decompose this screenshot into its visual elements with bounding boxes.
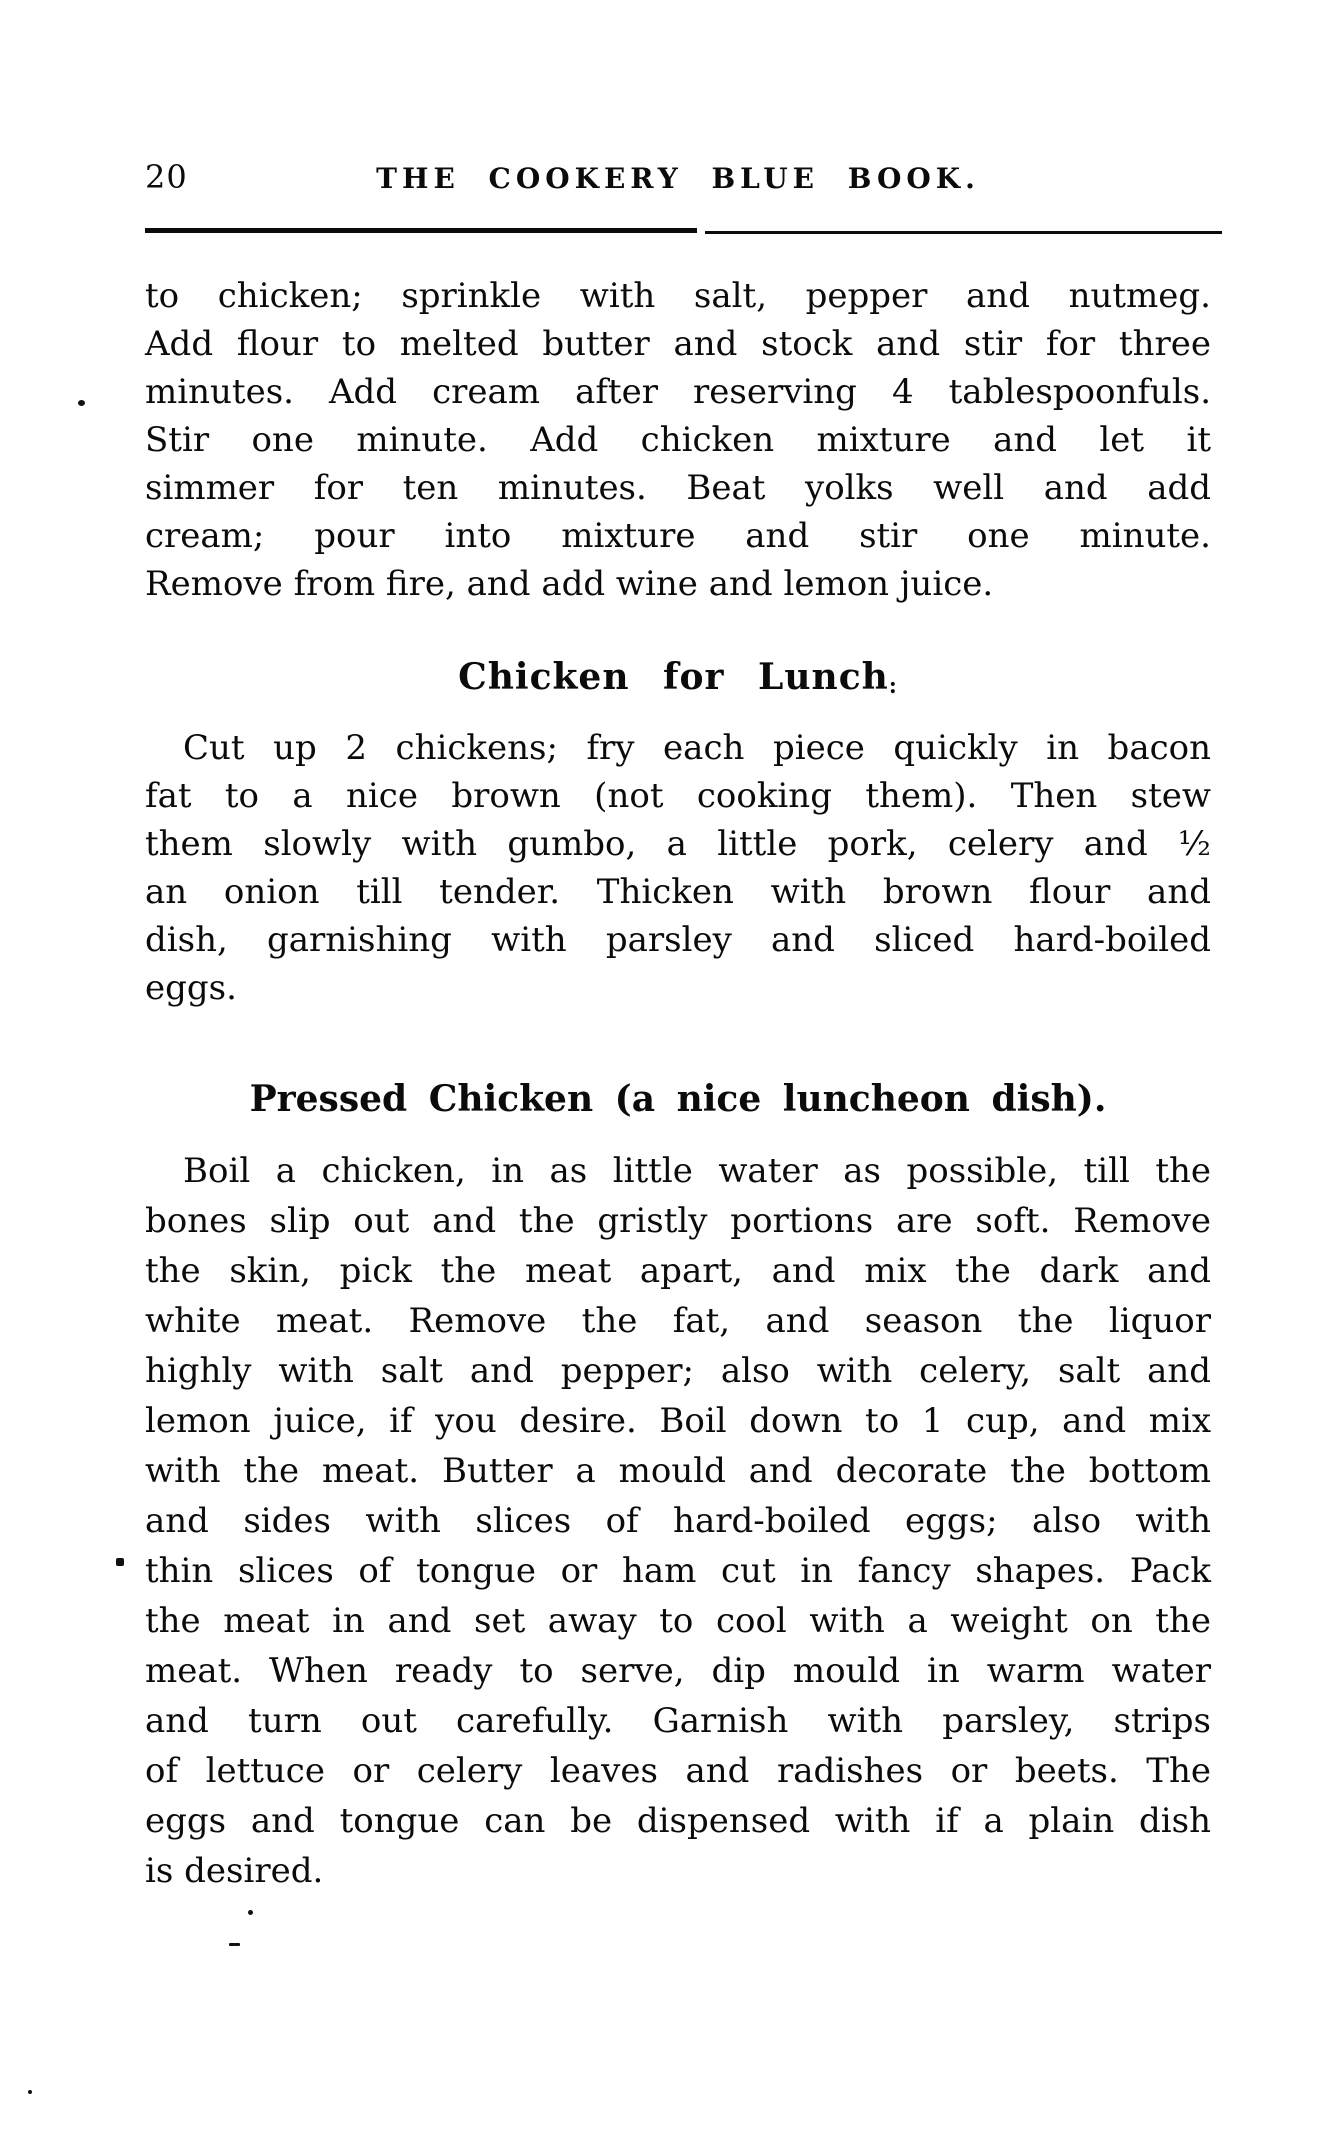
text-line: dish, garnishing with parsley and sliced hard-boiled (145, 920, 1211, 960)
text-line: the skin, pick the meat apart, and mix the dark and (145, 1251, 1211, 1291)
text-line: and sides with slices of hard-boiled eggs; also with (145, 1501, 1211, 1541)
text-line: bones slip out and the gristly portions are soft. Remove (145, 1201, 1211, 1241)
scan-speck (229, 1943, 240, 1946)
text-line: Cut up 2 chickens; fry each piece quickly in bacon (183, 728, 1211, 768)
recipe-title-colon: : (888, 673, 898, 699)
page-number: 20 (145, 158, 188, 196)
text-line: an onion till tender. Thicken with brown flour and (145, 872, 1211, 912)
header-rule-left-segment (145, 228, 697, 233)
text-line: and turn out carefully. Garnish with parsley, strips (145, 1701, 1211, 1741)
text-column (145, 0, 1211, 2139)
text-line: cream; pour into mixture and stir one minute. (145, 516, 1211, 556)
running-title: THE COOKERY BLUE BOOK. (376, 162, 980, 195)
paragraph-pressed-chicken (145, 1146, 1211, 1896)
text-line: Stir one minute. Add chicken mixture and let it (145, 420, 1211, 460)
text-line: thin slices of tongue or ham cut in fancy shapes. Pack (145, 1551, 1211, 1591)
text-line: them slowly with gumbo, a little pork, celery and ½ (145, 824, 1211, 864)
recipe-title-pressed-chicken: Pressed Chicken (a nice luncheon dish). (249, 1078, 1107, 1120)
text-line: to chicken; sprinkle with salt, pepper and nutmeg. (145, 276, 1211, 316)
text-line: Boil a chicken, in as little water as possible, till the (183, 1151, 1211, 1191)
scan-speck (248, 1910, 253, 1915)
running-head (145, 158, 1211, 204)
text-line: eggs and tongue can be dispensed with if a plain dish (145, 1801, 1211, 1841)
text-line: with the meat. Butter a mould and decorate the bottom (145, 1451, 1211, 1491)
text-line: white meat. Remove the fat, and season the liquor (145, 1301, 1211, 1341)
text-line: Remove from fire, and add wine and lemon juice. (145, 564, 994, 604)
text-line: simmer for ten minutes. Beat yolks well and add (145, 468, 1211, 508)
scan-speck (78, 400, 85, 406)
text-line: eggs. (145, 968, 237, 1008)
text-line: of lettuce or celery leaves and radishes or beets. The (145, 1751, 1211, 1791)
scan-speck (28, 2090, 32, 2094)
text-line: fat to a nice brown (not cooking them). Then stew (145, 776, 1211, 816)
text-line: lemon juice, if you desire. Boil down to 1 cup, and mix (145, 1401, 1211, 1441)
paragraph-chicken-for-lunch (145, 724, 1211, 1012)
recipe-title-text: Chicken for Lunch (458, 656, 889, 698)
text-line: is desired. (145, 1851, 324, 1891)
text-line: Add flour to melted butter and stock and stir for three (145, 324, 1211, 364)
text-line: meat. When ready to serve, dip mould in warm water (145, 1651, 1211, 1691)
paragraph-continuation (145, 272, 1211, 608)
scan-speck (116, 1558, 124, 1566)
header-rule-right-segment (705, 231, 1222, 234)
header-rule (145, 228, 1222, 236)
text-line: the meat in and set away to cool with a weight on the (145, 1601, 1211, 1641)
text-line: minutes. Add cream after reserving 4 tablespoonfuls. (145, 372, 1211, 412)
recipe-title-chicken-for-lunch (145, 656, 1211, 699)
text-line: highly with salt and pepper; also with celery, salt and (145, 1351, 1211, 1391)
